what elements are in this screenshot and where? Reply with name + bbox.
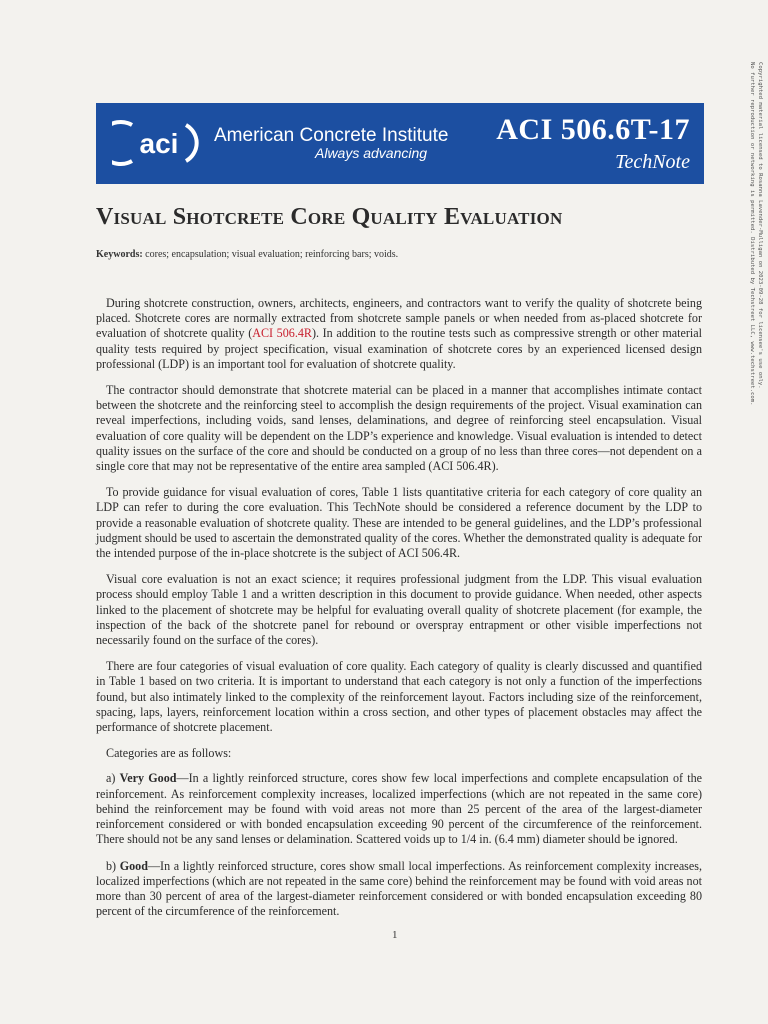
body-text bbox=[96, 296, 702, 930]
category-very-good-term: Very Good bbox=[119, 771, 177, 786]
paragraph-contractor: The contractor should demonstrate that shotcrete material can be placed in a manner that accomplishes intimate contact between the shotcrete and the reinforcing steel to accomplish the design requirements of the project. Visual examination can reveal imperfections, including voids, sand lenses, delaminations, and degree of reinforcing steel encapsulation. Visual evaluation of core quality will be dependent on the LDP’s experience and knowledge. Visual evaluation is intended to detect quality issues on the surface of the core and should be conducted on a group of no less than three cores—not dependent on a single core that may not be representative of the entire area sampled (ACI 506.4R). bbox=[96, 383, 702, 474]
paragraph-intro bbox=[96, 296, 702, 372]
page-number: 1 bbox=[392, 929, 398, 941]
category-good-text: —In a lightly reinforced structure, cores show small local imperfections. As reinforcement complexity increases, localized imperfections (which are not repeated in the same core) behind the reinforcement may be found with void areas not more than 30 percent of area of the largest-diameter reinforcement considered or with bonded encapsulation exceeding 80 percent of the circumference of the reinforcement. bbox=[96, 858, 702, 919]
copyright-notice bbox=[738, 62, 768, 442]
paragraph-categories-intro: Categories are as follows: bbox=[106, 746, 232, 761]
organization-tagline: Always advancing bbox=[315, 145, 428, 161]
keywords-line bbox=[96, 249, 716, 260]
category-very-good-text: —In a lightly reinforced structure, cores show few local imperfections and complete encapsulation of the reinforcement. As reinforcement complexity increases, localized imperfections (which are not repeated in the same core) behind the reinforcement may be found with void areas not more than 25 percent of the area of the largest-diameter reinforcement considered or with bonded encapsulation exceeding 90 percent of the circumference of the reinforcement. There should not be any sand lenses or delamination. Scattered voids up to 1/4 in. (6.4 mm) diameter should be ignored. bbox=[96, 771, 703, 847]
paragraph-guidance: To provide guidance for visual evaluation of cores, Table 1 lists quantitative criteria for each category of core quality an LDP can refer to during the core evaluation. This TechNote should be considered a reference document by the LDP to provide a reasonable evaluation of shotcrete quality. These are intended to be general guidelines, and the LDP’s professional judgment should be used to ascertain the demonstrated quality of the cores. Whether the demonstrated quality is adequate for the intended purpose of the in-place shotcrete is the subject of ACI 506.4R. bbox=[96, 485, 702, 561]
aci-logo bbox=[112, 119, 206, 167]
paragraph-categories-overview: There are four categories of visual evaluation of core quality. Each category of quality is clearly discussed and quantified in Table 1 based on two criteria. It is important to understand that each category is not only a function of the imperfections found, but also intimately linked to the complexity of the reinforcement layout. Factors including size of the reinforcement, spacing, laps, layers, reinforcement location within a cross section, and other types of placement obstacles may affect the performance of shotcrete placement. bbox=[96, 659, 702, 735]
category-good bbox=[96, 859, 702, 920]
document-number: ACI 506.6T-17 bbox=[496, 113, 690, 146]
keywords-text: cores; encapsulation; visual evaluation; reinforcing bars; voids. bbox=[142, 249, 399, 260]
copyright-notice-line-1: Copyrighted material licensed to Rosanna Lavender-Mulligan on 2023-09-28 for licensee's use only. bbox=[757, 62, 763, 389]
paragraph-intro-part-b: ). In addition to the routine tests such as compressive strength or other material quality tests required by project specification, visual examination of shotcrete cores by an experienced licensed design professional (LDP) is an important tool for evaluation of shotcrete quality. bbox=[96, 326, 702, 371]
category-good-prefix: b) bbox=[106, 858, 120, 873]
paragraph-visual-evaluation: Visual core evaluation is not an exact science; it requires professional judgment from the LDP. This visual evaluation process should employ Table 1 and a written description in this document to provide guidance. When needed, other aspects linked to the placement of shotcrete may be helpful for evaluating overall quality of shotcrete placement (for example, the inspection of the back of the shotcrete panel for rebound or overspray entrapment or other visible imperfections not necessarily found on the surface of the cores). bbox=[96, 572, 702, 648]
paragraph-intro-part-a: During shotcrete construction, owners, architects, engineers, and contractors want to verify the quality of shotcrete being placed. Shotcrete cores are normally extracted from shotcrete sample panels or when needed from as-placed shotcrete for evaluation of shotcrete quality ( bbox=[96, 296, 702, 341]
category-very-good bbox=[96, 771, 702, 847]
organization-name: American Concrete Institute bbox=[214, 125, 449, 146]
header-banner bbox=[96, 103, 704, 184]
document-title: Visual Shotcrete Core Quality Evaluation bbox=[96, 204, 563, 230]
logo-text: aci bbox=[139, 128, 179, 159]
keywords-label: Keywords: bbox=[96, 249, 143, 260]
reference-link-aci-506-4r[interactable]: ACI 506.4R bbox=[252, 326, 312, 341]
category-good-term: Good bbox=[119, 858, 148, 873]
category-very-good-prefix: a) bbox=[106, 771, 120, 786]
document-type: TechNote bbox=[615, 151, 690, 173]
copyright-notice-line-2: No further reproduction or networking is permitted. Distributed by Techstreet LLC, www.techstreet.com. bbox=[749, 62, 755, 406]
